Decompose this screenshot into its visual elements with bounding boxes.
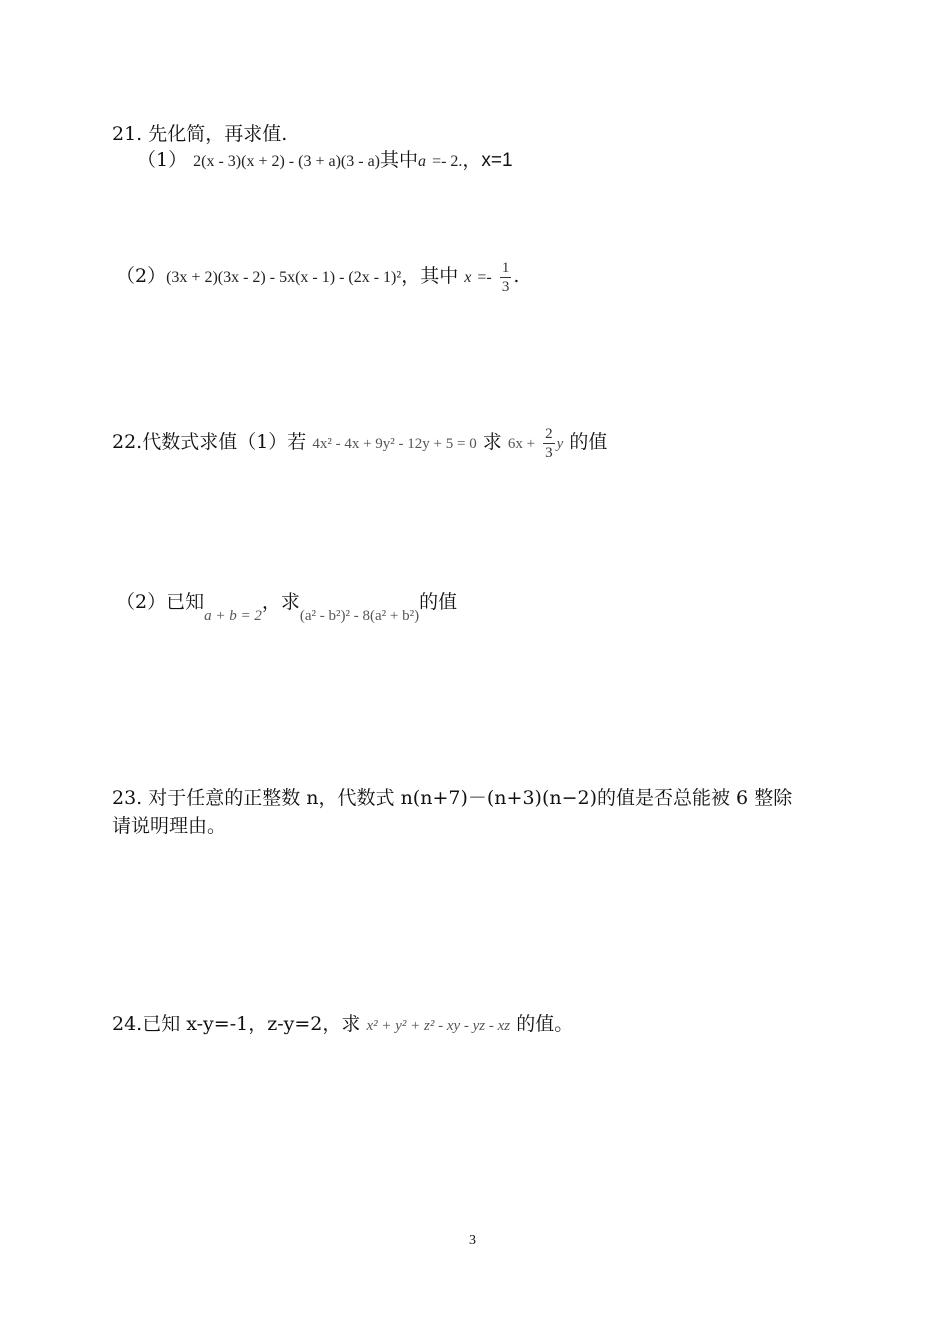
q22-part2-condition: a + b = 2 <box>204 608 262 624</box>
q23-text-line1: 23. 对于任意的正整数 n，代数式 n(n+7)－(n+3)(n−2)的值是否总能被 6 整除 <box>112 787 793 809</box>
q22-part1-target-a: 6x + <box>507 436 536 452</box>
q21-part1-tail: ，x=1 <box>462 150 513 171</box>
q23-text-line2: 请说明理由。 <box>112 815 227 837</box>
q22-part2 <box>116 586 458 624</box>
q22-part2-expression: (a² - b²)² - 8(a² + b²) <box>299 608 420 624</box>
q22-part2-mid: ，求 <box>261 591 300 613</box>
q21-part2-fraction-den: 3 <box>501 278 510 295</box>
q21-part2 <box>116 258 519 296</box>
q22-title: 22.代数式求值（1）若 <box>112 431 307 453</box>
q21-part2-tail: . <box>513 265 520 287</box>
q22-part2-label: （2）已知 <box>116 591 205 613</box>
q22-part1-fraction-den: 3 <box>545 444 553 461</box>
q21-part2-mid: ，其中 <box>401 265 459 287</box>
q24-tail: 的值。 <box>516 1013 574 1035</box>
q21-part1-label: （1） <box>137 149 188 171</box>
q21-part2-fraction <box>500 259 512 296</box>
page-number: 3 <box>469 1233 476 1248</box>
q24-expression: x² + y² + z² - xy - yz - xz <box>366 1018 511 1034</box>
q22-part1-tail: 的值 <box>569 431 608 453</box>
q22-part1-fraction <box>543 425 555 462</box>
q24-line <box>112 1011 573 1039</box>
q21-part2-expression: (3x + 2)(3x - 2) - 5x(x - 1) - (2x - 1)² <box>166 269 402 286</box>
q21-part1-cond-value: =- 2. <box>432 153 463 170</box>
q21-part1-cond-var: a <box>418 153 427 170</box>
q21-title <box>112 121 287 147</box>
q22-part1-equation: 4x² - 4x + 9y² - 12y + 5 = 0 <box>312 436 477 452</box>
q21-part2-fraction-num: 1 <box>501 259 510 276</box>
q23-line1 <box>112 785 792 811</box>
q21-title-text: 21. 先化简，再求值. <box>112 123 288 145</box>
q23-line2 <box>112 813 226 839</box>
q21-part1-mid: 其中 <box>380 149 419 171</box>
q22-part1-mid: 求 <box>482 431 502 453</box>
q21-part1-expression: 2(x - 3)(x + 2) - (3 + a)(3 - a) <box>193 153 380 170</box>
q24-prefix: 24.已知 x-y=-1，z-y=2，求 <box>112 1013 361 1035</box>
q22-part2-tail: 的值 <box>419 591 458 613</box>
q22-part1-target-b: y <box>556 436 564 452</box>
q21-part2-label: （2） <box>116 265 167 287</box>
q21-part2-cond-var: x <box>464 269 472 286</box>
q21-part1 <box>137 147 513 175</box>
q22-part1 <box>112 424 607 462</box>
q21-part2-cond-value: =- <box>477 269 492 286</box>
q22-part1-fraction-num: 2 <box>545 425 553 442</box>
